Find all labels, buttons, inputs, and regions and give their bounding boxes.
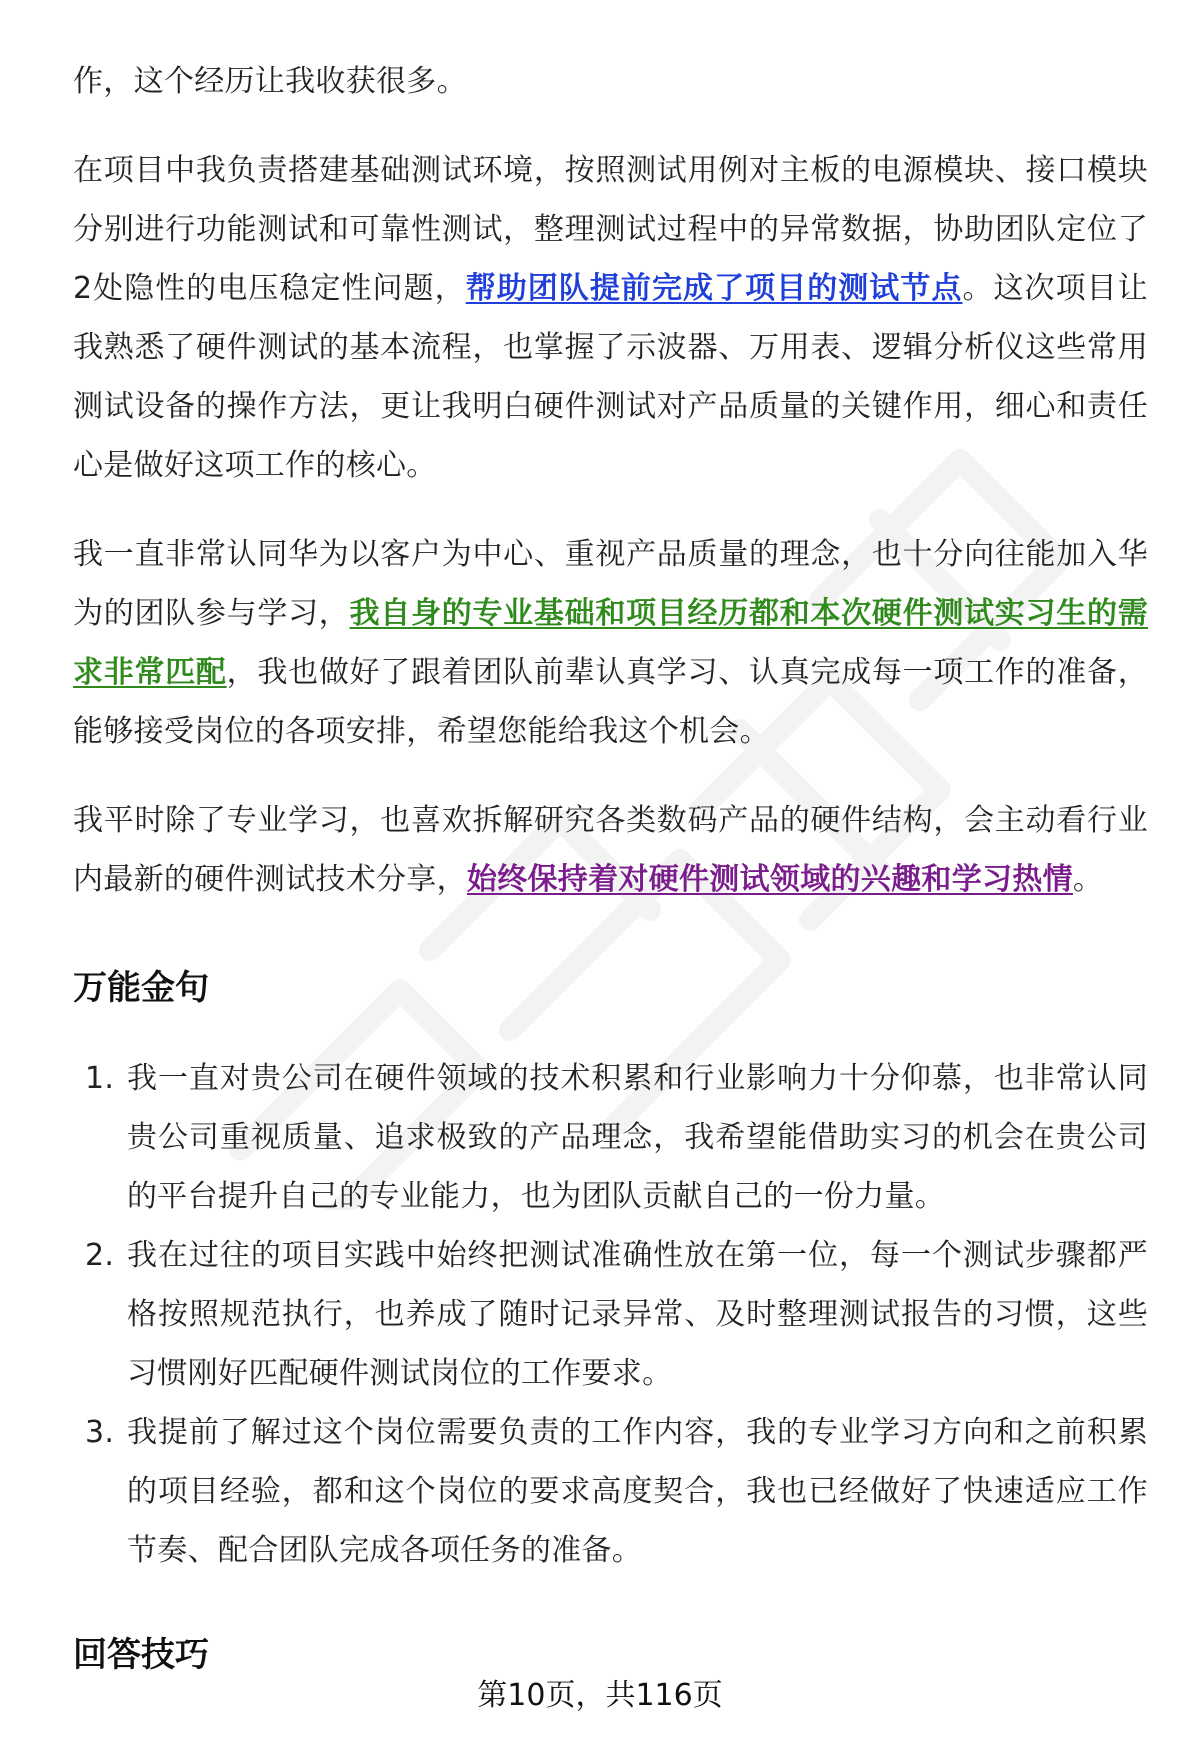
list-item bbox=[73, 1049, 1148, 1226]
highlight-blue: 帮助团队提前完成了项目的测试节点 bbox=[465, 271, 963, 306]
list-number: 3. bbox=[85, 1415, 115, 1450]
document-content bbox=[73, 52, 1148, 1680]
highlight-purple: 始终保持着对硬件测试领域的兴趣和学习热情 bbox=[466, 862, 1073, 897]
paragraph-text: 在项目中我负责搭建基础测试环境，按照测试用例对主板的电源模块、接口模块分别进行功能测试和可靠性测试，整理测试过程中的异常数据，协助团队定位了2处隐性的电压稳定性问题， bbox=[73, 153, 1148, 306]
paragraph-text: ，我也做好了跟着团队前辈认真学习、认真完成每一项工作的准备，能够接受岗位的各项安排，希望您能给我这个机会。 bbox=[73, 655, 1149, 749]
list-item bbox=[73, 1226, 1148, 1403]
list-number: 1. bbox=[85, 1061, 115, 1096]
paragraph-text: 作，这个经历让我收获很多。 bbox=[73, 64, 467, 99]
section-title-golden-sentences: 万能金句 bbox=[73, 968, 209, 1008]
paragraph-text: 我平时除了专业学习，也喜欢拆解研究各类数码产品的硬件结构，会主动看行业内最新的硬件测试技术分享， bbox=[73, 803, 1148, 897]
paragraph-intro-tail bbox=[73, 52, 1148, 111]
paragraph-motivation bbox=[73, 525, 1148, 761]
paragraph-text: 。这次项目让我熟悉了硬件测试的基本流程，也掌握了示波器、万用表、逻辑分析仪这些常用测试设备的操作方法，更让我明白硬件测试对产品质量的关键作用，细心和责任心是做好这项工作的核心。 bbox=[73, 271, 1148, 483]
list-item-text: 我在过往的项目实践中始终把测试准确性放在第一位，每一个测试步骤都严格按照规范执行，也养成了随时记录异常、及时整理测试报告的习惯，这些习惯刚好匹配硬件测试岗位的工作要求。 bbox=[127, 1238, 1148, 1391]
paragraph-text: 我一直非常认同华为以客户为中心、重视产品质量的理念，也十分向往能加入华为的团队参与学习， bbox=[73, 537, 1148, 631]
paragraph-text: 。 bbox=[1072, 862, 1104, 897]
page-number: 第10页，共116页 bbox=[477, 1678, 723, 1713]
paragraph-interest bbox=[73, 791, 1148, 909]
paragraph-project bbox=[73, 141, 1148, 495]
list-item-text: 我一直对贵公司在硬件领域的技术积累和行业影响力十分仰慕，也非常认同贵公司重视质量、追求极致的产品理念，我希望能借助实习的机会在贵公司的平台提升自己的专业能力，也为团队贡献自己的一份力量。 bbox=[127, 1061, 1148, 1214]
list-item-text: 我提前了解过这个岗位需要负责的工作内容，我的专业学习方向和之前积累的项目经验，都和这个岗位的要求高度契合，我也已经做好了快速适应工作节奏、配合团队完成各项任务的准备。 bbox=[127, 1415, 1148, 1568]
list-number: 2. bbox=[85, 1238, 115, 1273]
list-item bbox=[73, 1403, 1148, 1580]
golden-sentences-list bbox=[73, 1049, 1148, 1580]
section-title-answer-tips: 回答技巧 bbox=[73, 1635, 209, 1675]
highlight-green: 我自身的专业基础和项目经历都和本次硬件测试实习生的需求非常匹配 bbox=[73, 596, 1148, 690]
